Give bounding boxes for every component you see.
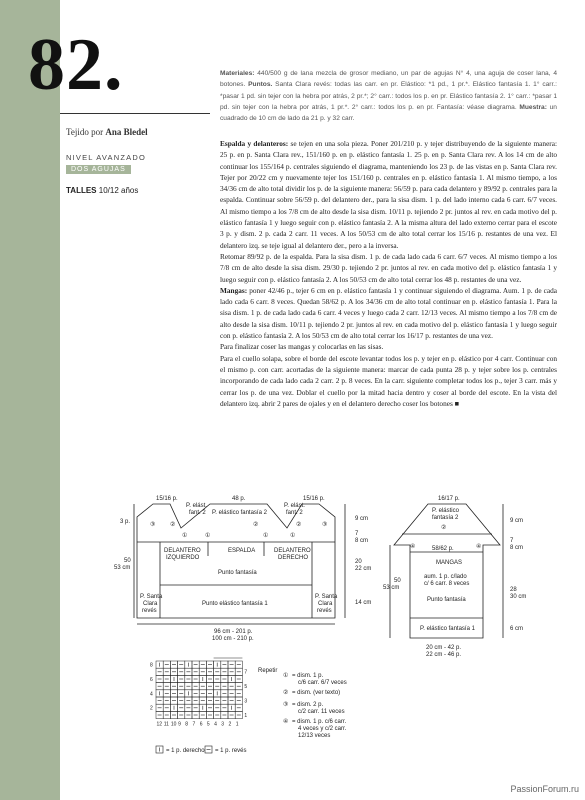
marker-2: ② <box>296 522 302 528</box>
sleeve-elast2-a: P. elástico <box>432 508 459 514</box>
chart-col-number: 9 <box>178 721 181 728</box>
header-rule <box>60 113 210 114</box>
sleeve-height-b: 53 cm <box>383 585 400 591</box>
points-label: Puntos. <box>248 81 273 89</box>
chart-col-number: 2 <box>228 721 232 728</box>
author-credit <box>66 127 148 137</box>
sc-left-b: Clara <box>143 601 158 607</box>
sc-left-a: P. Santa <box>140 594 163 600</box>
sample-label: Muestra: <box>519 103 547 111</box>
marker-3: ③ <box>283 702 289 708</box>
sleeves-label: Mangas: <box>220 285 248 295</box>
sleeve-h30: 30 cm <box>510 594 527 600</box>
chart-row-number: 1 <box>244 712 248 719</box>
chart-row-number: 5 <box>244 684 248 691</box>
points-text: Santa Clara revés: todas las carr. en pr. Elástico: *1 pd., 1 pr.*. Elástico fantasía 1. 1° carr.: *pasar 1 pd. sin tejer con la hebra por atrás, 2 pr.*; 2° carr.: todos los p. en pr. Elástico fantasía 2. 1° carr.: *pasar 1 pd. sin tejer con la hebra por atrás, 1 pr.*. 2° carr.: todos los p. en pr. Fantasía: véase diagrama. <box>220 81 557 111</box>
sleeve-h7: 7 <box>510 538 514 544</box>
body-h20: 20 <box>355 559 362 565</box>
materials-block <box>220 68 557 124</box>
body-top-left-label: 15/16 p. <box>156 496 178 502</box>
collar-text: Para el cuello solapa, sobre el borde del escote levantar todos los p. y tejer en p. elástico por 4 carr. Continuar con el mismo p. con carr. acortadas de la siguiente manera: marcar de cada punta 28 p. y tejer sobre los p. centrales incorporando de cada lado cada 2 carr. 2 p. 8 veces. En la carr. siguiente completar todos los p., tejer 3 carr. más y cerrar los p. de una vez. Doblar el cuello por la mitad hacia dentro y coser al borde del escote. En la vista del delantero izq. abrir 2 pares de ojales y en el delantero derecho coser los botones <box>220 353 557 408</box>
sc-right-b: Clara <box>318 601 333 607</box>
author-name: Ana Bledel <box>105 127 148 137</box>
sleeve-labels <box>383 496 526 658</box>
marker-4: ④ <box>476 544 482 550</box>
body-bottom-b: 100 cm - 210 p. <box>212 636 254 642</box>
chart-row-number: 2 <box>150 705 153 712</box>
schematic-diagram <box>0 490 585 775</box>
legend-1a: = dism. 1 p. <box>292 673 324 679</box>
marker-1: ① <box>182 533 188 539</box>
body-h9: 9 cm <box>355 516 369 522</box>
repeat-label: Repetir <box>258 668 278 674</box>
legend-1b: c/6 carr. 6/7 veces <box>298 680 347 686</box>
legend-2: = dism. (ver texto) <box>292 690 341 696</box>
sleeve-h9: 9 cm <box>510 518 524 524</box>
sleeve-title: MANGAS <box>436 560 463 566</box>
sleeve-bottom-a: 20 cm - 42 p. <box>426 645 462 651</box>
marker-3: ③ <box>150 522 156 528</box>
sizes-label: TALLES <box>66 186 97 195</box>
sleeve-top-label: 16/17 p. <box>438 496 460 502</box>
purl-key-label: = 1 p. revés <box>215 748 247 754</box>
front-left-label-b: IZQUIERDO <box>166 555 200 561</box>
back-and-fronts-label: Espalda y delanteros: <box>220 139 289 148</box>
sleeve-elast1-label: P. elástico fantasía 1 <box>420 626 475 632</box>
collar-paragraph <box>220 353 557 409</box>
body-bottom-a: 96 cm - 201 p. <box>214 629 253 635</box>
sleeve-h28: 28 <box>510 587 517 593</box>
front-right-label-a: DELANTERO <box>274 548 311 554</box>
marker-4: ④ <box>410 544 416 550</box>
marker-2: ② <box>170 522 176 528</box>
author-prefix: Tejido por <box>66 127 104 137</box>
body-h7: 7 <box>355 531 359 537</box>
body-labels <box>114 496 371 642</box>
legend-3a: = dism. 2 p. <box>292 702 324 708</box>
sleeve-elast2-b: fantasía 2 <box>432 515 459 521</box>
sc-right-c: revés <box>317 608 332 614</box>
sleeves-text: poner 42/46 p., tejer 6 cm en p. elástico fantasía 1 y continuar siguiendo el diagrama. Aum. 1 p. de cada lado cada 6 carr. 8 veces. Quedan 58/62 p. A los 34/36 cm de alto total continuar en p. elástico fantasía 1. Para la sisa dism. 1 p. de cada lado cada 6 carr. 4 veces y luego cada 2 carr. 12/13 veces. Al mismo tiempo a los 7/8 cm de alto desde la sisa dism. 10/11 p. tejiendo 2 pr. juntos al rev. en cada motivo del p. elástico fantasía 1 y luego seguir con p. elástico fantasía 2. A los 50/53 cm de alto total cerrar los 16/17 p. restantes de una vez. <box>220 285 557 341</box>
front-left-label-a: DELANTERO <box>164 548 201 554</box>
marker-2: ② <box>441 525 447 531</box>
marker-2: ② <box>283 690 289 696</box>
body-h8: 8 cm <box>355 538 369 544</box>
sc-left-c: revés <box>142 608 157 614</box>
body-elast2-left-a: P. elást. <box>186 503 207 509</box>
marker-1: ① <box>263 533 269 539</box>
sleeve-h6: 6 cm <box>510 626 524 632</box>
chart-row-number: 6 <box>150 676 153 683</box>
chart-row-number: 7 <box>244 669 248 676</box>
legend-4c: 12/13 veces <box>298 733 331 739</box>
sleeve-fantasy-label: Punto fantasía <box>427 597 466 603</box>
legend-4a: = dism. 1 p. c/6 carr. <box>292 719 347 725</box>
chart-col-number: 7 <box>192 721 196 728</box>
body-elast2-left-b: fant. 2 <box>189 510 206 516</box>
legend-4b: 4 veces y c/2 carr. <box>298 726 347 732</box>
back-label: ESPALDA <box>228 548 256 554</box>
body-elast2-right-b: fant. 2 <box>286 510 303 516</box>
body-elast2-center: P. elástico fantasía 2 <box>212 510 267 516</box>
body-height-b: 53 cm <box>114 565 131 571</box>
chart-row-number: 3 <box>244 698 248 705</box>
body-h22: 22 cm <box>355 566 372 572</box>
back-paragraph: Retomar 89/92 p. de la espalda. Para la sisa dism. 1 p. de cada lado cada 6 carr. 6/7 veces. Al mismo tiempo a los 7/8 cm de alto desde la sisa dism. 29/30 p. tejiendo 2 pr. juntos al rev. en cada motivo del p. elástico fantasía 1 y luego seguir con p. elástico fantasía 2. A los 50/53 cm de alto total cerrar los 48 p. restantes de una vez. <box>220 251 557 284</box>
pattern-number: 82. <box>28 24 124 106</box>
chart-row-number: 4 <box>150 691 153 698</box>
technique-badge: DOS AGUJAS <box>66 165 131 174</box>
sleeves-paragraph <box>220 285 557 341</box>
marker-1: ① <box>205 533 211 539</box>
front-right-label-b: DERECHO <box>278 555 309 561</box>
finishing-paragraph: Para finalizar coser las mangas y colocarlas en las sisas. <box>220 342 384 352</box>
back-and-fronts-paragraph <box>220 138 557 251</box>
sleeve-inc-a: aum. 1 p. c/lado <box>424 574 467 580</box>
body-top-right-label: 15/16 p. <box>303 496 325 502</box>
body-h14: 14 cm <box>355 600 372 606</box>
body-side-3p: 3 p. <box>120 519 131 525</box>
marker-1: ① <box>283 673 289 679</box>
chart-col-number: 6 <box>199 721 203 728</box>
chart-col-number: 8 <box>185 721 189 728</box>
sleeve-inc-b: c/ 6 carr. 8 veces <box>424 581 470 587</box>
body-elast2-right-a: P. elást. <box>284 503 305 509</box>
sleeve-schematic <box>394 504 500 638</box>
stitch-chart <box>150 658 247 728</box>
instructions <box>220 138 557 409</box>
marker-4: ④ <box>283 719 289 725</box>
watermark: PassionForum.ru <box>510 784 579 794</box>
materials-text: 440/500 g de lana mezcla de grosor mediano, un par de agujas N° 4, una aguja de coser lana, 4 botones. <box>220 70 557 89</box>
sleeve-bottom-b: 22 cm - 46 p. <box>426 652 462 658</box>
body-fantasy-label: Punto fantasía <box>218 570 257 576</box>
chart-col-number: 5 <box>206 721 210 728</box>
body-height-a: 50 <box>124 558 131 564</box>
sample-text: un cuadrado de 10 cm de lado da 21 p. y 32 carr. <box>220 103 557 123</box>
skill-level: NIVEL AVANZADO <box>66 153 147 162</box>
sizes <box>66 186 138 195</box>
back-and-fronts-text: se tejen en una sola pieza. Poner 201/210 p. y tejer distribuyendo de la siguiente manera: 25 p. en p. Santa Clara rev., 151/160 p. en p. elástico fantasía 1. 25 p. en p. Santa Clara rev. A los 14 cm de alto continuar los 155/164 p. centrales siguiendo el diagrama, manteniendo los 23 p. de las vistas en p. Santa Clara rev. Tejer por 20/22 cm y nuevamente tejer los 151/160 p. centrales en p. elástico fantasía 1. Al mismo tiempo, a los 34/36 cm de alto total dividir los p. de la siguiente manera: 56/59 p. para cada delantero y 89/92 p. centrales para la espalda. Continuar sobre 56/59 p. del delantero der., para la sisa dism. 1 p. del lado interno cada 6 carr. 6/7 veces. Al mismo tiempo a los 7/8 cm de alto desde la sisa dism. 10/11 p. tejiendo 2 pr. juntos al rev. en cada motivo del p. elástico fantasía 1 y luego seguir con p. elástico fantasía 2. A la misma altura del lado externo cerrar para el escote 3 p. y dism. 2 p. cada 2 carr. 11 veces. A los 50/53 cm de alto total cerrar los 15/16 p. restantes de una vez. El delantero izq. se teje igual al delantero der., pero a la inversa. <box>220 139 558 250</box>
body-top-center-label: 48 p. <box>232 496 246 502</box>
legend-3b: c/2 carr. 11 veces <box>298 709 345 715</box>
marker-3: ③ <box>322 522 328 528</box>
knit-key-label: = 1 p. derecho <box>166 748 205 754</box>
chart-col-number: 3 <box>221 721 225 728</box>
chart-col-number: 10 <box>170 721 177 728</box>
sc-right-a: P. Santa <box>315 594 338 600</box>
chart-col-number: 4 <box>214 721 217 728</box>
chart-col-number: 11 <box>163 721 169 728</box>
sleeve-h8: 8 cm <box>510 545 524 551</box>
end-square-icon: ■ <box>454 398 460 408</box>
sizes-value: 10/12 años <box>98 186 139 195</box>
chart-col-number: 1 <box>235 721 239 728</box>
marker-1: ① <box>290 533 296 539</box>
materials-label: Materiales: <box>220 70 255 77</box>
marker-2: ② <box>253 522 259 528</box>
body-elast1-label: Punto elástico fantasía 1 <box>202 601 268 607</box>
sleeve-width-label: 58/62 p. <box>432 546 454 552</box>
chart-row-number: 8 <box>150 662 153 669</box>
sleeve-height-a: 50 <box>394 578 401 584</box>
chart-col-number: 12 <box>156 721 163 728</box>
